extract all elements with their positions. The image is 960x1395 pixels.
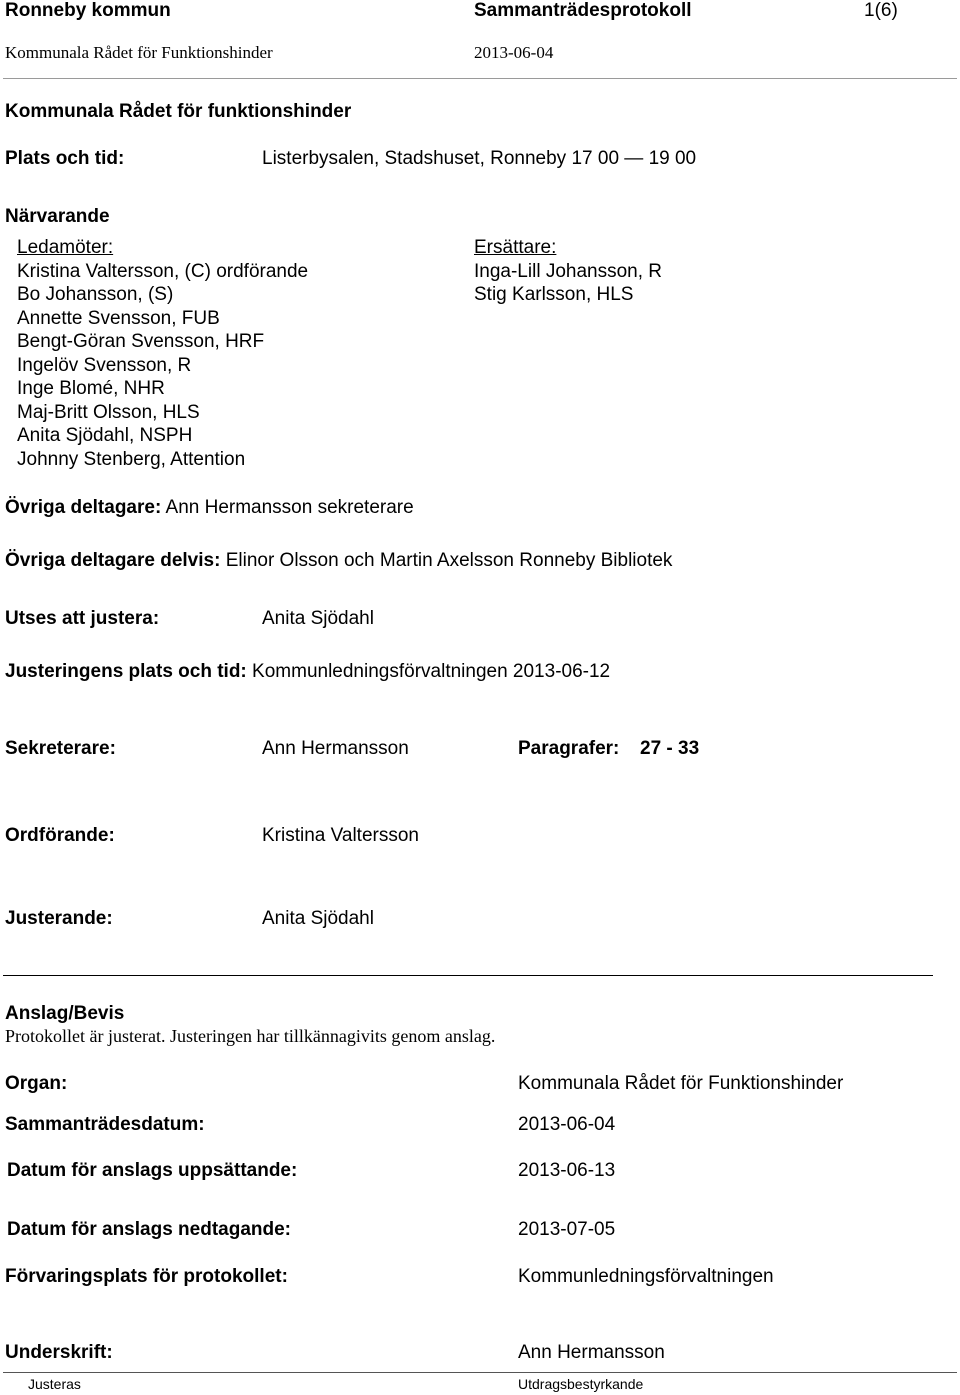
notice-heading: Anslag/Bevis (5, 1003, 125, 1024)
chair-value: Kristina Valtersson (262, 825, 419, 846)
secretary-value: Ann Hermansson (262, 738, 409, 759)
posted-date-value: 2013-06-13 (518, 1160, 616, 1181)
member-item: Bo Johansson, (S) (17, 284, 174, 305)
footer-extract: Utdragsbestyrkande (518, 1376, 644, 1392)
other-participants-label: Övriga deltagare: (5, 497, 162, 518)
member-item: Bengt-Göran Svensson, HRF (17, 331, 265, 352)
place-time-value: Listerbysalen, Stadshuset, Ronneby 17 00 — 19 00 (262, 148, 697, 169)
substitute-item: Stig Karlsson, HLS (474, 284, 634, 305)
paragraphs-value: 27 - 33 (640, 738, 700, 759)
adjuster-value: Anita Sjödahl (262, 608, 374, 629)
storage-value: Kommunledningsförvaltningen (518, 1266, 774, 1287)
document-type: Sammanträdesprotokoll (474, 0, 692, 21)
footer-adjust: Justeras (28, 1376, 81, 1392)
removed-date-label: Datum för anslags nedtagande: (7, 1219, 291, 1240)
member-item: Kristina Valtersson, (C) ordförande (17, 260, 309, 282)
adjustment-place-time-value: Kommunledningsförvaltningen 2013-06-12 (252, 661, 611, 682)
municipality-name: Ronneby kommun (5, 0, 171, 21)
secretary-label: Sekreterare: (5, 738, 116, 759)
header-council: Kommunala Rådet för Funktionshinder (5, 43, 273, 62)
adjusting-value: Anita Sjödahl (262, 908, 374, 929)
member-item: Inge Blomé, NHR (17, 378, 165, 399)
members-label: Ledamöter: (17, 237, 114, 258)
paragraphs-label: Paragrafer: (518, 738, 620, 759)
document-title: Kommunala Rådet för funktionshinder (5, 101, 352, 122)
other-participants-partly-value: Elinor Olsson och Martin Axelsson Ronneby Bibliotek (225, 550, 673, 571)
organ-label: Organ: (5, 1073, 68, 1094)
removed-date-value: 2013-07-05 (518, 1219, 616, 1240)
other-participants (5, 497, 414, 519)
present-heading: Närvarande (5, 206, 110, 227)
substitutes-label: Ersättare: (474, 237, 557, 258)
other-participants-partly-label: Övriga deltagare delvis: (5, 550, 221, 571)
member-item: Ingelöv Svensson, R (17, 354, 192, 376)
header-rule (3, 78, 957, 79)
adjustment-place-time-label: Justeringens plats och tid: (5, 661, 247, 682)
signature-value: Ann Hermansson (518, 1342, 665, 1363)
notice-text: Protokollet är justerat. Justeringen har tillkännagivits genom anslag. (5, 1026, 496, 1046)
storage-label: Förvaringsplats för protokollet: (5, 1266, 288, 1287)
signature-label: Underskrift: (5, 1342, 113, 1363)
place-time-label: Plats och tid: (5, 148, 125, 169)
substitutes-list (474, 236, 662, 307)
adjuster-label: Utses att justera: (5, 608, 160, 629)
meeting-date-label: Sammanträdesdatum: (5, 1114, 205, 1135)
meeting-date-value: 2013-06-04 (518, 1114, 616, 1135)
adjusting-label: Justerande: (5, 908, 113, 929)
notice-rule (3, 975, 933, 976)
substitute-item: Inga-Lill Johansson, R (474, 260, 662, 282)
posted-date-label: Datum för anslags uppsättande: (7, 1160, 298, 1181)
chair-label: Ordförande: (5, 825, 115, 846)
member-item: Annette Svensson, FUB (17, 307, 220, 329)
header-date: 2013-06-04 (474, 43, 554, 62)
page-number: 1(6) (864, 0, 898, 21)
footer-rule (3, 1372, 957, 1373)
member-item: Johnny Stenberg, Attention (17, 448, 246, 470)
other-participants-value: Ann Hermansson sekreterare (165, 497, 414, 518)
members-list (17, 236, 308, 471)
other-participants-partly (5, 550, 672, 572)
organ-value: Kommunala Rådet för Funktionshinder (518, 1073, 844, 1094)
adjustment-place-time (5, 661, 610, 683)
member-item: Anita Sjödahl, NSPH (17, 425, 193, 446)
member-item: Maj-Britt Olsson, HLS (17, 401, 200, 423)
